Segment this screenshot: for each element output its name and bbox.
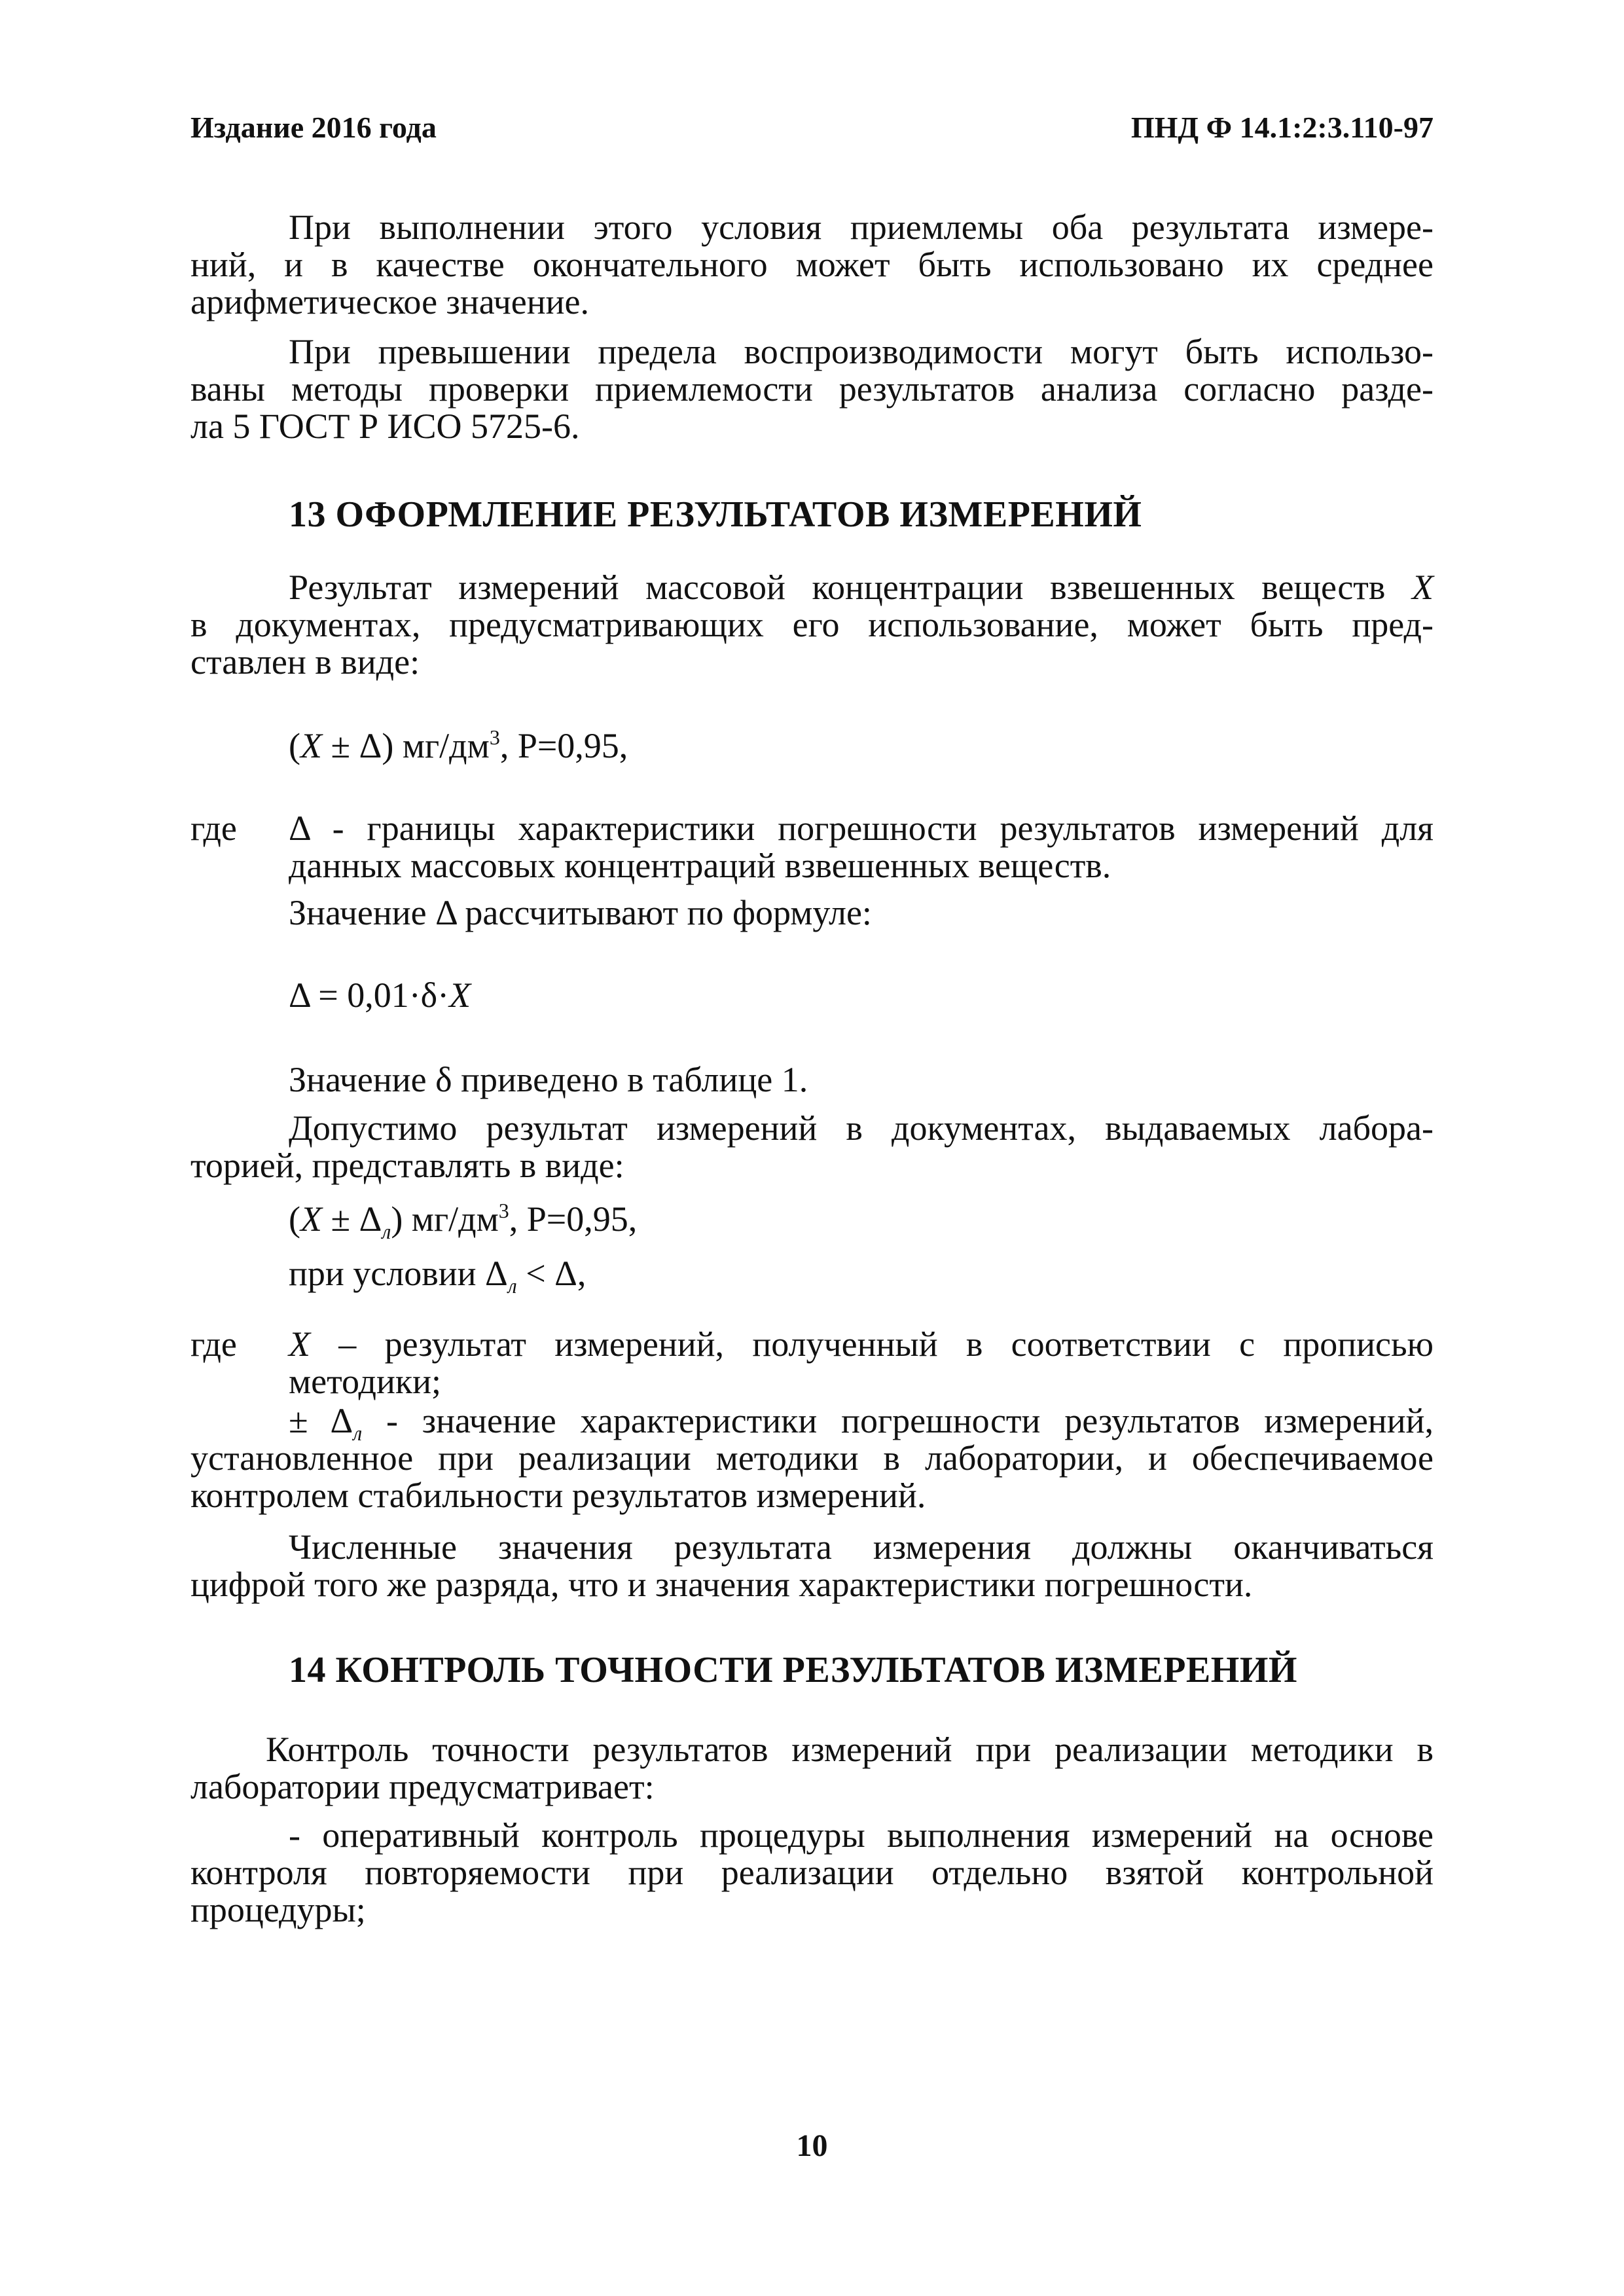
text-line: в документах, предусматривающих его использование, может быть пред- bbox=[190, 605, 1434, 644]
text-line: методики; bbox=[289, 1362, 441, 1401]
formula-result: (X ± Δ) $мг/дм^3$, Р=0,95, bbox=[289, 725, 628, 765]
text-line: Результат измерений массовой концентрации взвешенных веществ X bbox=[289, 568, 1434, 607]
page-number: 10 bbox=[796, 2128, 828, 2163]
formula-condition: при условии $\Delta_л < \Delta$, bbox=[289, 1254, 586, 1298]
document-code-header: ПНД Ф 14.1:2:3.110-97 bbox=[1130, 111, 1434, 144]
text-line: Допустимо результат измерений в документах, выдаваемых лабора- bbox=[289, 1108, 1434, 1148]
text-line: ставлен в виде: bbox=[190, 642, 420, 682]
text-line: ваны методы проверки приемлемости результатов анализа согласно разде- bbox=[190, 369, 1434, 409]
text-line: - оперативный контроль процедуры выполнения измерений на основе bbox=[289, 1815, 1434, 1855]
formula-lab-result: $(X \pm \Delta_л)$ $мг/дм^3$, Р=0,95, bbox=[289, 1199, 638, 1243]
where-label: где bbox=[190, 809, 237, 848]
where-label: где bbox=[190, 1324, 237, 1364]
text-line: X – результат измерений, полученный в соответствии с прописью bbox=[289, 1324, 1434, 1364]
text-line: данных массовых концентраций взвешенных веществ. bbox=[289, 846, 1111, 885]
text-line: торией, представлять в виде: bbox=[190, 1146, 624, 1185]
text-line: При выполнении этого условия приемлемы оба результата измере- bbox=[289, 208, 1434, 247]
text-line: Численные значения результата измерения должны оканчиваться bbox=[289, 1527, 1434, 1567]
text-line: процедуры; bbox=[190, 1890, 366, 1929]
text-line: контролем стабильности результатов измерений. bbox=[190, 1476, 926, 1515]
section-heading-14: 14 КОНТРОЛЬ ТОЧНОСТИ РЕЗУЛЬТАТОВ ИЗМЕРЕНИЙ bbox=[289, 1650, 1297, 1690]
text-line: ± $\Delta_л$ - значение характеристики погрешности результатов измерений, bbox=[289, 1401, 1434, 1445]
text-line: ла 5 ГОСТ Р ИСО 5725-6. bbox=[190, 407, 580, 446]
text-line: контроля повторяемости при реализации отдельно взятой контрольной bbox=[190, 1853, 1434, 1892]
text-line: лаборатории предусматривает: bbox=[190, 1767, 655, 1806]
section-heading-13: 13 ОФОРМЛЕНИЕ РЕЗУЛЬТАТОВ ИЗМЕРЕНИЙ bbox=[289, 494, 1142, 535]
text-line: Значение δ приведено в таблице 1. bbox=[289, 1060, 808, 1099]
formula-delta: Δ = 0,01·δ·X bbox=[289, 975, 471, 1015]
text-line: Контроль точности результатов измерений при реализации методики в bbox=[266, 1730, 1434, 1769]
text-line: Δ - границы характеристики погрешности результатов измерений для bbox=[289, 809, 1434, 848]
text-line: арифметическое значение. bbox=[190, 282, 589, 321]
text-line: Значение Δ рассчитывают по формуле: bbox=[289, 893, 872, 932]
text-line: цифрой того же разряда, что и значения характеристики погрешности. bbox=[190, 1565, 1253, 1604]
edition-header: Издание 2016 года bbox=[190, 111, 437, 144]
text-line: При превышении предела воспроизводимости могут быть использо- bbox=[289, 332, 1434, 371]
text-line: ний, и в качестве окончательного может быть использовано их среднее bbox=[190, 245, 1434, 284]
text-line: установленное при реализации методики в лаборатории, и обеспечиваемое bbox=[190, 1438, 1434, 1478]
